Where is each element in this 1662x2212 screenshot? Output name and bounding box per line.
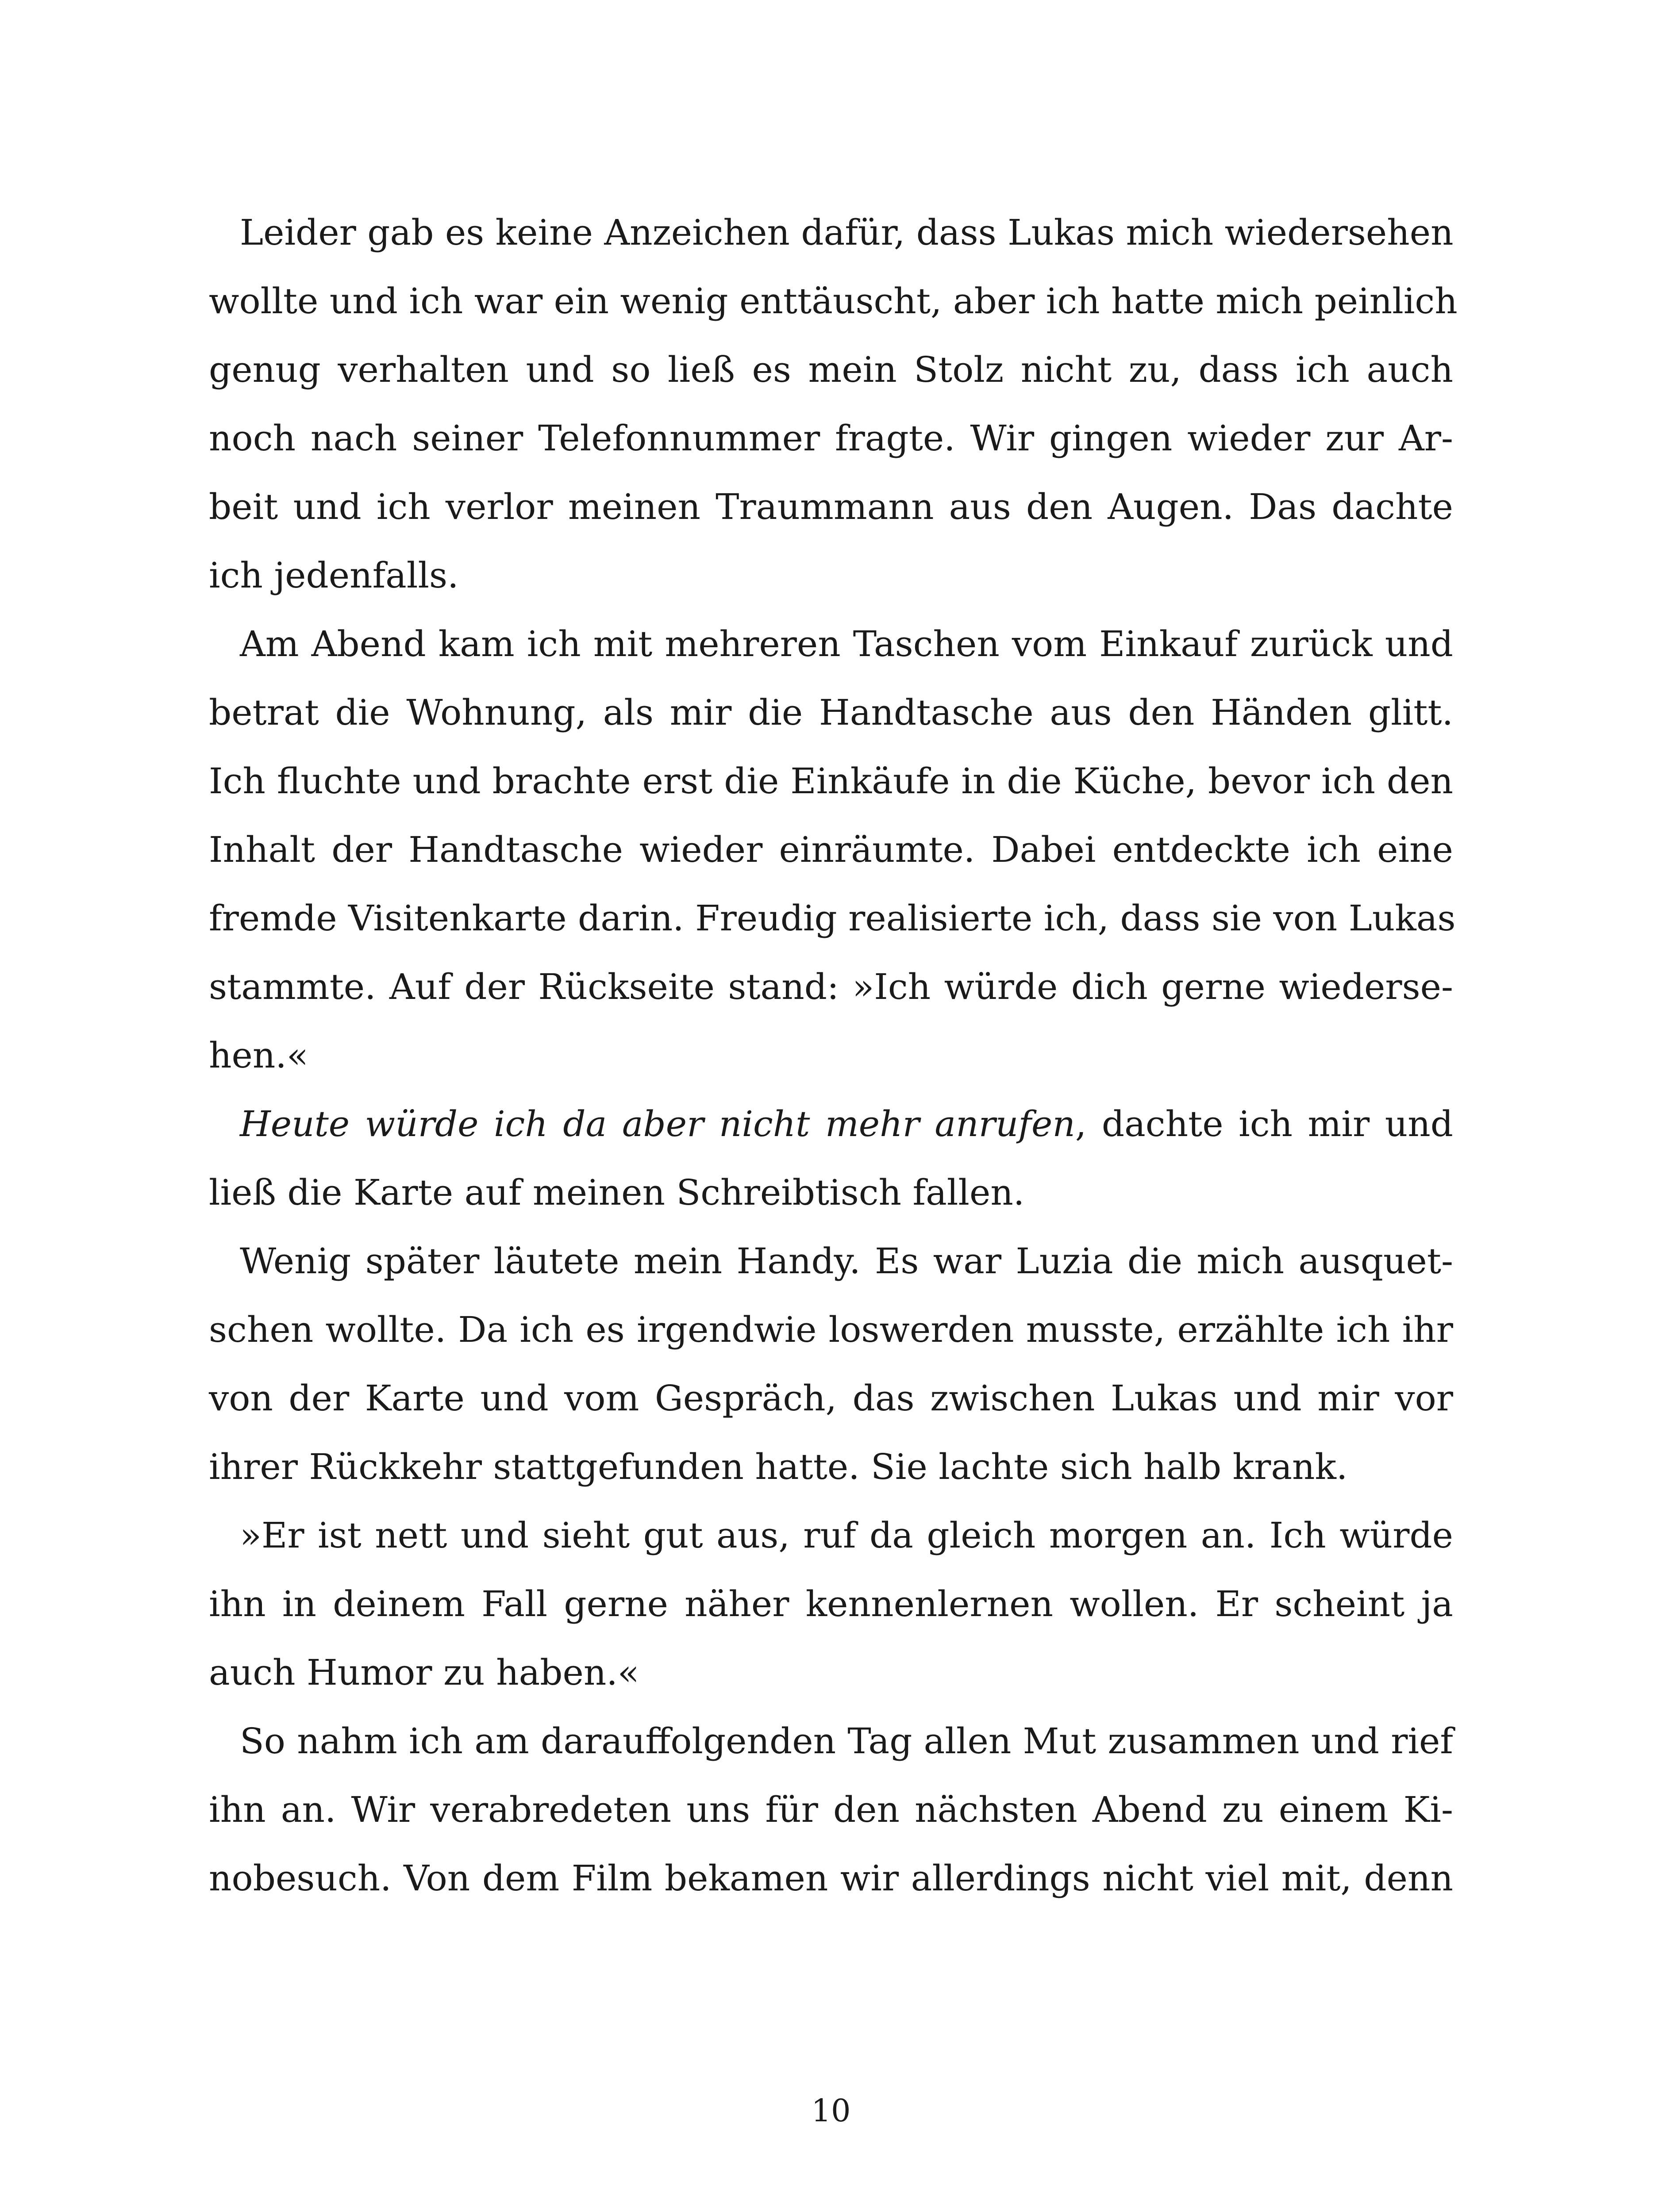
- paragraph: [209, 610, 1456, 1090]
- paragraph: [209, 1227, 1453, 1501]
- text-line: ihn in deinem Fall gerne näher kennenlernen wollen. Er scheint ja: [209, 1583, 1453, 1624]
- text-line: Inhalt der Handtasche wieder einräumte. Dabei entdeckte ich eine: [209, 829, 1453, 870]
- text-line: hen.«: [209, 1035, 308, 1076]
- text-line: Ich fluchte und brachte erst die Einkäufe in die Küche, bevor ich den: [209, 760, 1453, 802]
- paragraph: [209, 1090, 1453, 1227]
- text-line: auch Humor zu haben.«: [209, 1652, 639, 1693]
- text-line: So nahm ich am darauffolgenden Tag allen Mut zusammen und rief: [240, 1720, 1453, 1762]
- body-text: [209, 198, 1458, 1912]
- text-line: ließ die Karte auf meinen Schreibtisch fallen.: [209, 1172, 1025, 1213]
- paragraph: [209, 1501, 1453, 1707]
- text-line: stammte. Auf der Rückseite stand: »Ich würde dich gerne wiederse-: [209, 966, 1453, 1007]
- text-line: betrat die Wohnung, als mir die Handtasche aus den Händen glitt.: [209, 692, 1453, 733]
- text-line: wollte und ich war ein wenig enttäuscht, aber ich hatte mich peinlich: [209, 280, 1458, 322]
- text-line: beit und ich verlor meinen Traummann aus den Augen. Das dachte: [209, 486, 1453, 527]
- text-line: schen wollte. Da ich es irgendwie loswerden musste, erzählte ich ihr: [209, 1309, 1453, 1350]
- text-line: nobesuch. Von dem Film bekamen wir allerdings nicht viel mit, denn: [209, 1858, 1453, 1899]
- text-line: ihn an. Wir verabredeten uns für den nächsten Abend zu einem Ki-: [209, 1789, 1453, 1830]
- text-line: »Er ist nett und sieht gut aus, ruf da gleich morgen an. Ich würde: [240, 1515, 1453, 1556]
- page-number: 10: [811, 2093, 851, 2129]
- text-line: Leider gab es keine Anzeichen dafür, dass Lukas mich wiedersehen: [240, 212, 1454, 253]
- text-line: Am Abend kam ich mit mehreren Taschen vom Einkauf zurück und: [240, 623, 1453, 664]
- text-line: Wenig später läutete mein Handy. Es war Luzia die mich ausquet-: [240, 1240, 1453, 1282]
- text-line: fremde Visitenkarte darin. Freudig realisierte ich, dass sie von Lukas: [209, 898, 1456, 939]
- text-line: noch nach seiner Telefonnummer fragte. Wir gingen wieder zur Ar-: [209, 418, 1453, 459]
- text-line: ihrer Rückkehr stattgefunden hatte. Sie lachte sich halb krank.: [209, 1446, 1348, 1487]
- text-line: genug verhalten und so ließ es mein Stolz nicht zu, dass ich auch: [209, 349, 1453, 390]
- text-line: [209, 1090, 1453, 1158]
- text-fragment: , dachte ich mir und: [1075, 1103, 1454, 1144]
- paragraph: [209, 1707, 1453, 1912]
- text-line: von der Karte und vom Gespräch, das zwischen Lukas und mir vor: [209, 1378, 1453, 1419]
- italic-thought: Heute würde ich da aber nicht mehr anrufen: [240, 1103, 1075, 1144]
- text-line: ich jedenfalls.: [209, 555, 459, 596]
- paragraph: [209, 198, 1458, 610]
